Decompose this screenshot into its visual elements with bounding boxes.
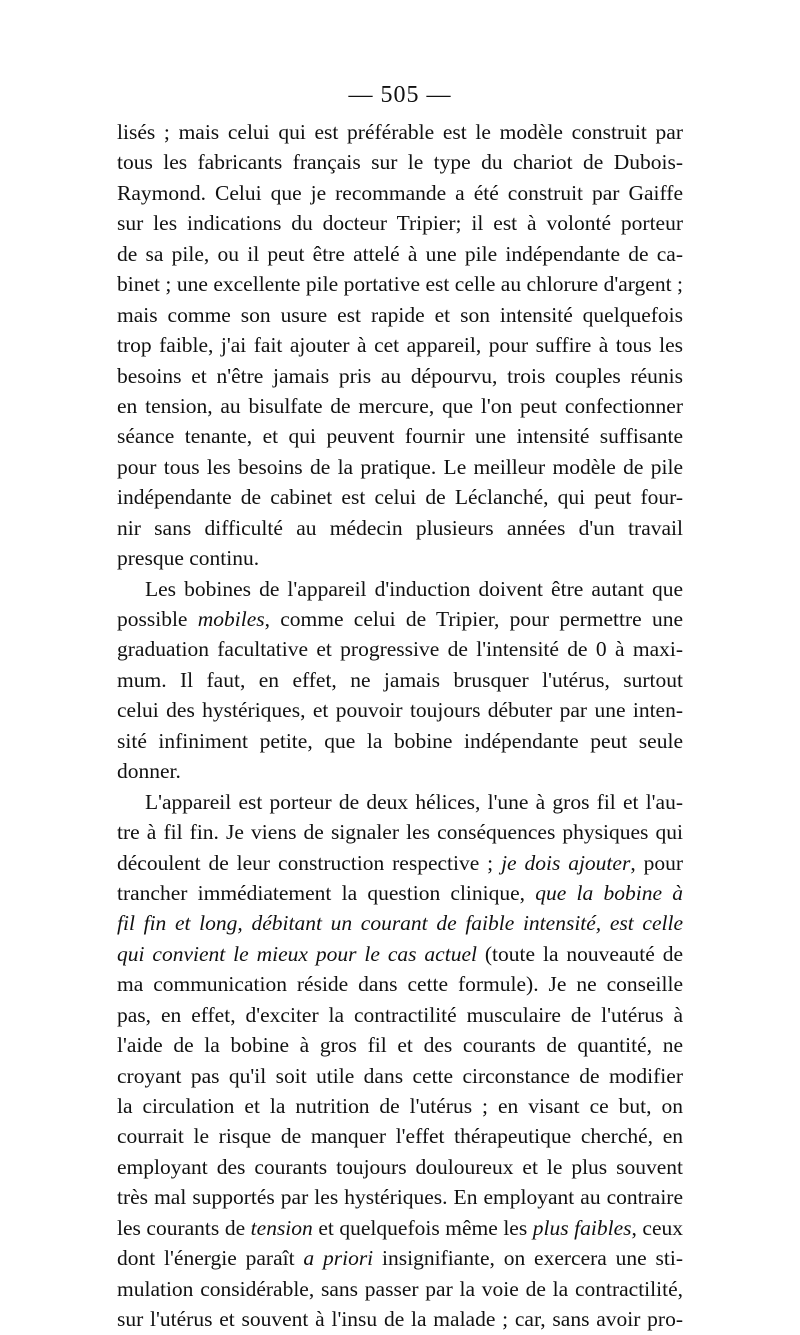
italic-text: que la bobine à [535,880,683,905]
text-line [117,513,683,543]
text-line [117,695,683,725]
text-segment: sur l'utérus et souvent à l'insu de la malade ; car, sans avoir pro- [117,1307,683,1332]
italic-text: a priori [303,1246,374,1271]
text-segment: Raymond. Celui que je recommande a été construit par Gaiffe [117,180,683,205]
text-line [117,634,683,664]
italic-text: qui convient le mieux pour le cas actuel [117,941,477,966]
text-segment: très mal supportés par les hystériques. En employant au contraire [117,1185,683,1210]
text-line [117,756,683,786]
text-segment: pas, en effet, d'exciter la contractilité musculaire de l'utérus à [117,1002,683,1027]
text-line [117,269,683,299]
text-line [117,1274,683,1304]
text-segment: en tension, au bisulfate de mercure, que l'on peut confectionner [117,393,683,418]
paragraph [117,787,683,1335]
text-line [117,147,683,177]
text-segment: trancher immédiatement la question clinique, [117,880,536,905]
text-line [117,208,683,238]
text-segment: sité infiniment petite, que la bobine indépendante peut seule [117,728,683,753]
text-segment: mulation considérable, sans passer par la voie de la contractilité, [117,1276,683,1301]
text-segment: croyant pas qu'il soit utile dans cette circonstance de modifier [117,1063,683,1088]
text-segment: indépendante de cabinet est celui de Léclanché, qui peut four- [117,485,683,510]
text-segment: trop faible, j'ai fait ajouter à cet appareil, pour suffire à tous les [117,333,683,358]
italic-text: fil fin et long, débitant un courant de faible intensité, est celle [117,911,683,936]
text-line [117,543,683,573]
text-line [117,787,683,817]
text-segment: L'appareil est porteur de deux hélices, l'une à gros fil et l'au- [145,789,683,814]
text-segment: séance tenante, et qui peuvent fournir une intensité suffisante [117,424,683,449]
text-line [117,1061,683,1091]
text-segment: mum. Il faut, en effet, ne jamais brusquer l'utérus, surtout [117,667,683,692]
text-line [117,574,683,604]
italic-text: plus faibles [532,1215,632,1240]
text-segment: besoins et n'être jamais pris au dépourvu, trois couples réunis [117,363,683,388]
text-line [117,848,683,878]
text-segment: nir sans difficulté au médecin plusieurs années d'un travail [117,515,683,540]
paragraph [117,574,683,787]
text-segment: pour tous les besoins de la pratique. Le meilleur modèle de pile [117,454,683,479]
text-line [117,361,683,391]
text-line [117,665,683,695]
paragraph [117,117,683,574]
text-segment: découlent de leur construction respective ; [117,850,502,875]
text-segment: donner. [117,759,181,784]
text-segment: de sa pile, ou il peut être attelé à une pile indépendante de ca- [117,241,683,266]
text-segment: possible [117,607,198,631]
text-line [117,726,683,756]
text-line [117,239,683,269]
text-line [117,117,683,147]
text-line [117,1091,683,1121]
text-line [117,452,683,482]
text-segment: , pour [630,850,683,875]
text-segment: les courants de [117,1215,251,1240]
text-line [117,1243,683,1273]
text-line [117,604,683,634]
text-segment: , ceux [631,1215,683,1240]
text-segment: lisés ; mais celui qui est préférable est le modèle construit par [117,120,683,144]
text-segment: la circulation et la nutrition de l'utérus ; en visant ce but, on [117,1094,683,1118]
text-segment: tous les fabricants français sur le type du chariot de Dubois- [117,150,683,175]
page-number: — 505 — [348,82,452,108]
text-segment: dont l'énergie paraît [117,1246,304,1271]
text-segment: tre à fil fin. Je viens de signaler les conséquences physiques qui [117,820,683,845]
text-line [117,817,683,847]
italic-text: je dois ajouter [501,850,631,875]
text-line [117,1030,683,1060]
text-segment: courrait le risque de manquer l'effet thérapeutique cherché, en [117,1124,683,1149]
text-segment: insignifiante, on exercera une sti- [373,1246,683,1271]
text-line [117,1152,683,1182]
body-text [117,117,683,1335]
italic-text: mobiles [197,607,265,631]
text-segment: presque continu. [117,546,260,571]
text-line [117,1182,683,1212]
text-line [117,482,683,512]
text-line [117,330,683,360]
text-segment: , comme celui de Tripier, pour permettre une [264,607,683,631]
text-line [117,1000,683,1030]
text-segment: l'aide de la bobine à gros fil et des courants de quantité, ne [117,1033,683,1058]
text-segment: ma communication réside dans cette formule). Je ne conseille [117,972,683,997]
text-line [117,878,683,908]
text-line [117,421,683,451]
text-line [117,939,683,969]
text-segment: employant des courants toujours douloureux et le plus souvent [117,1154,683,1179]
text-segment: mais comme son usure est rapide et son intensité quelquefois [117,302,683,327]
text-segment: (toute la nouveauté de [476,941,683,966]
text-line [117,178,683,208]
text-line [117,908,683,938]
text-segment: binet ; une excellente pile portative est celle au chlorure d'argent ; [117,272,683,297]
text-line [117,969,683,999]
text-line [117,300,683,330]
italic-text: tension [250,1215,313,1240]
text-segment: graduation facultative et progressive de l'intensité de 0 à maxi- [117,637,683,662]
text-segment: sur les indications du docteur Tripier; il est à volonté porteur [117,211,683,236]
text-line [117,391,683,421]
text-line [117,1213,683,1243]
text-segment: et quelquefois même les [312,1215,533,1240]
text-line [117,1121,683,1151]
text-line [117,1304,683,1334]
text-segment: Les bobines de l'appareil d'induction doivent être autant que [145,576,683,601]
text-segment: celui des hystériques, et pouvoir toujours débuter par une inten- [117,698,683,723]
